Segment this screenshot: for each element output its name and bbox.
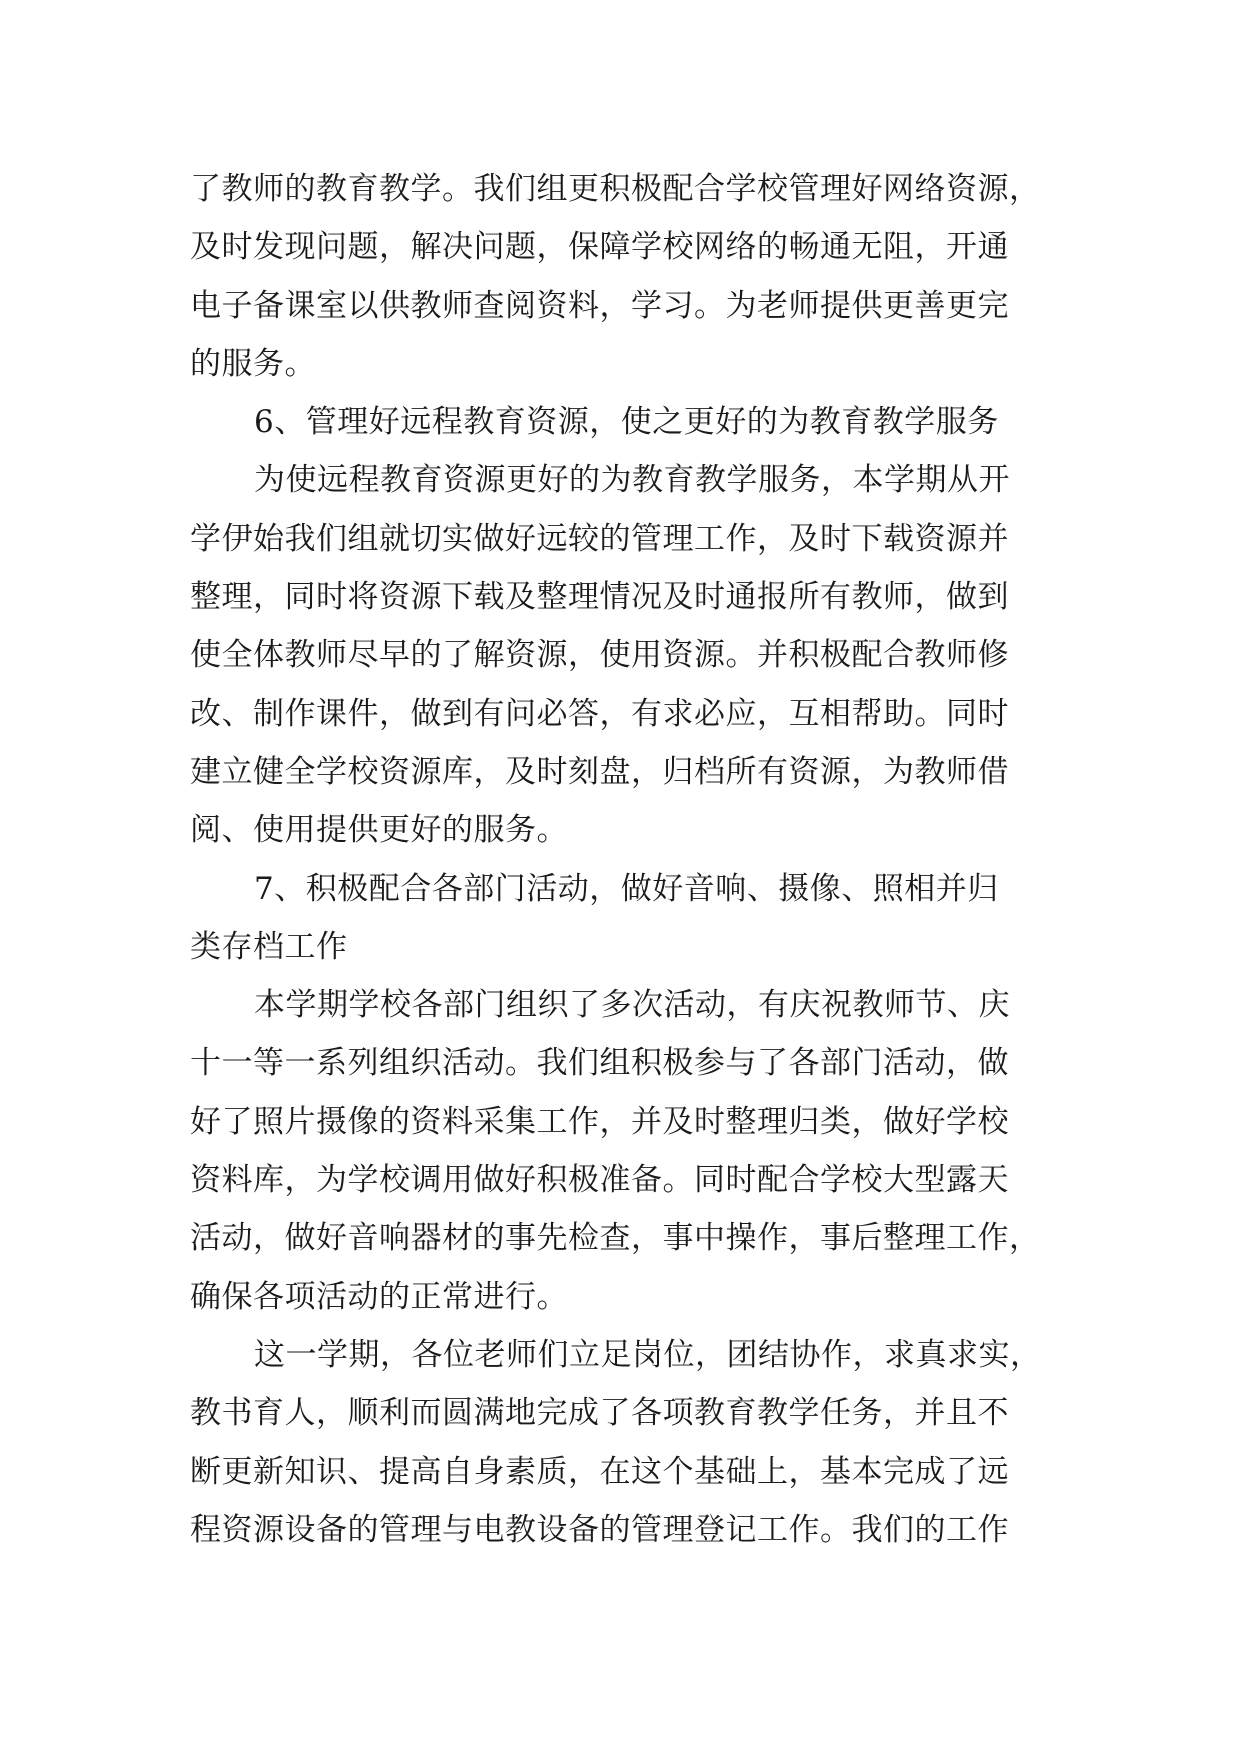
text-line: 十一等一系列组织活动。我们组积极参与了各部门活动，做 — [190, 1045, 1009, 1082]
document-body — [190, 160, 1070, 1559]
text-line: 整理，同时将资源下载及整理情况及时通报所有教师，做到 — [190, 579, 1009, 616]
text-line: 电子备课室以供教师查阅资料，学习。为老师提供更善更完 — [190, 287, 1009, 324]
text-line: 好了照片摄像的资料采集工作，并及时整理归类，做好学校 — [190, 1103, 1009, 1140]
text-line: 建立健全学校资源库，及时刻盘，归档所有资源，为教师借 — [190, 753, 1009, 790]
text-line: 断更新知识、提高自身素质，在这个基础上，基本完成了远 — [190, 1453, 1009, 1490]
text-line: 了教师的教育教学。我们组更积极配合学校管理好网络资源， — [190, 171, 1041, 207]
text-line: 7、积极配合各部门活动，做好音响、摄像、照相并归 — [254, 870, 999, 907]
text-line: 教书育人，顺利而圆满地完成了各项教育教学任务，并且不 — [190, 1395, 1009, 1432]
text-line: 使全体教师尽早的了解资源，使用资源。并积极配合教师修 — [190, 637, 1009, 674]
text-line: 本学期学校各部门组织了多次活动，有庆祝教师节、庆 — [254, 987, 1010, 1024]
text-line: 活动，做好音响器材的事先检查，事中操作，事后整理工作， — [190, 1220, 1041, 1257]
text-line: 学伊始我们组就切实做好远较的管理工作，及时下载资源并 — [190, 520, 1009, 557]
text-line: 为使远程教育资源更好的为教育教学服务，本学期从开 — [254, 462, 1010, 499]
text-line: 改、制作课件，做到有问必答，有求必应，互相帮助。同时 — [190, 695, 1009, 732]
text-line: 资料库，为学校调用做好积极准备。同时配合学校大型露天 — [190, 1162, 1009, 1199]
text-line: 这一学期，各位老师们立足岗位，团结协作，求真求实， — [254, 1336, 1042, 1373]
text-line: 阅、使用提供更好的服务。 — [190, 812, 568, 849]
text-line: 确保各项活动的正常进行。 — [190, 1278, 568, 1315]
text-line: 的服务。 — [190, 345, 316, 382]
text-line: 程资源设备的管理与电教设备的管理登记工作。我们的工作 — [190, 1511, 1009, 1548]
text-line: 6、管理好远程教育资源，使之更好的为教育教学服务 — [254, 404, 999, 441]
text-line: 类存档工作 — [190, 928, 348, 965]
text-line: 及时发现问题，解决问题，保障学校网络的畅通无阻，开通 — [190, 229, 1009, 266]
